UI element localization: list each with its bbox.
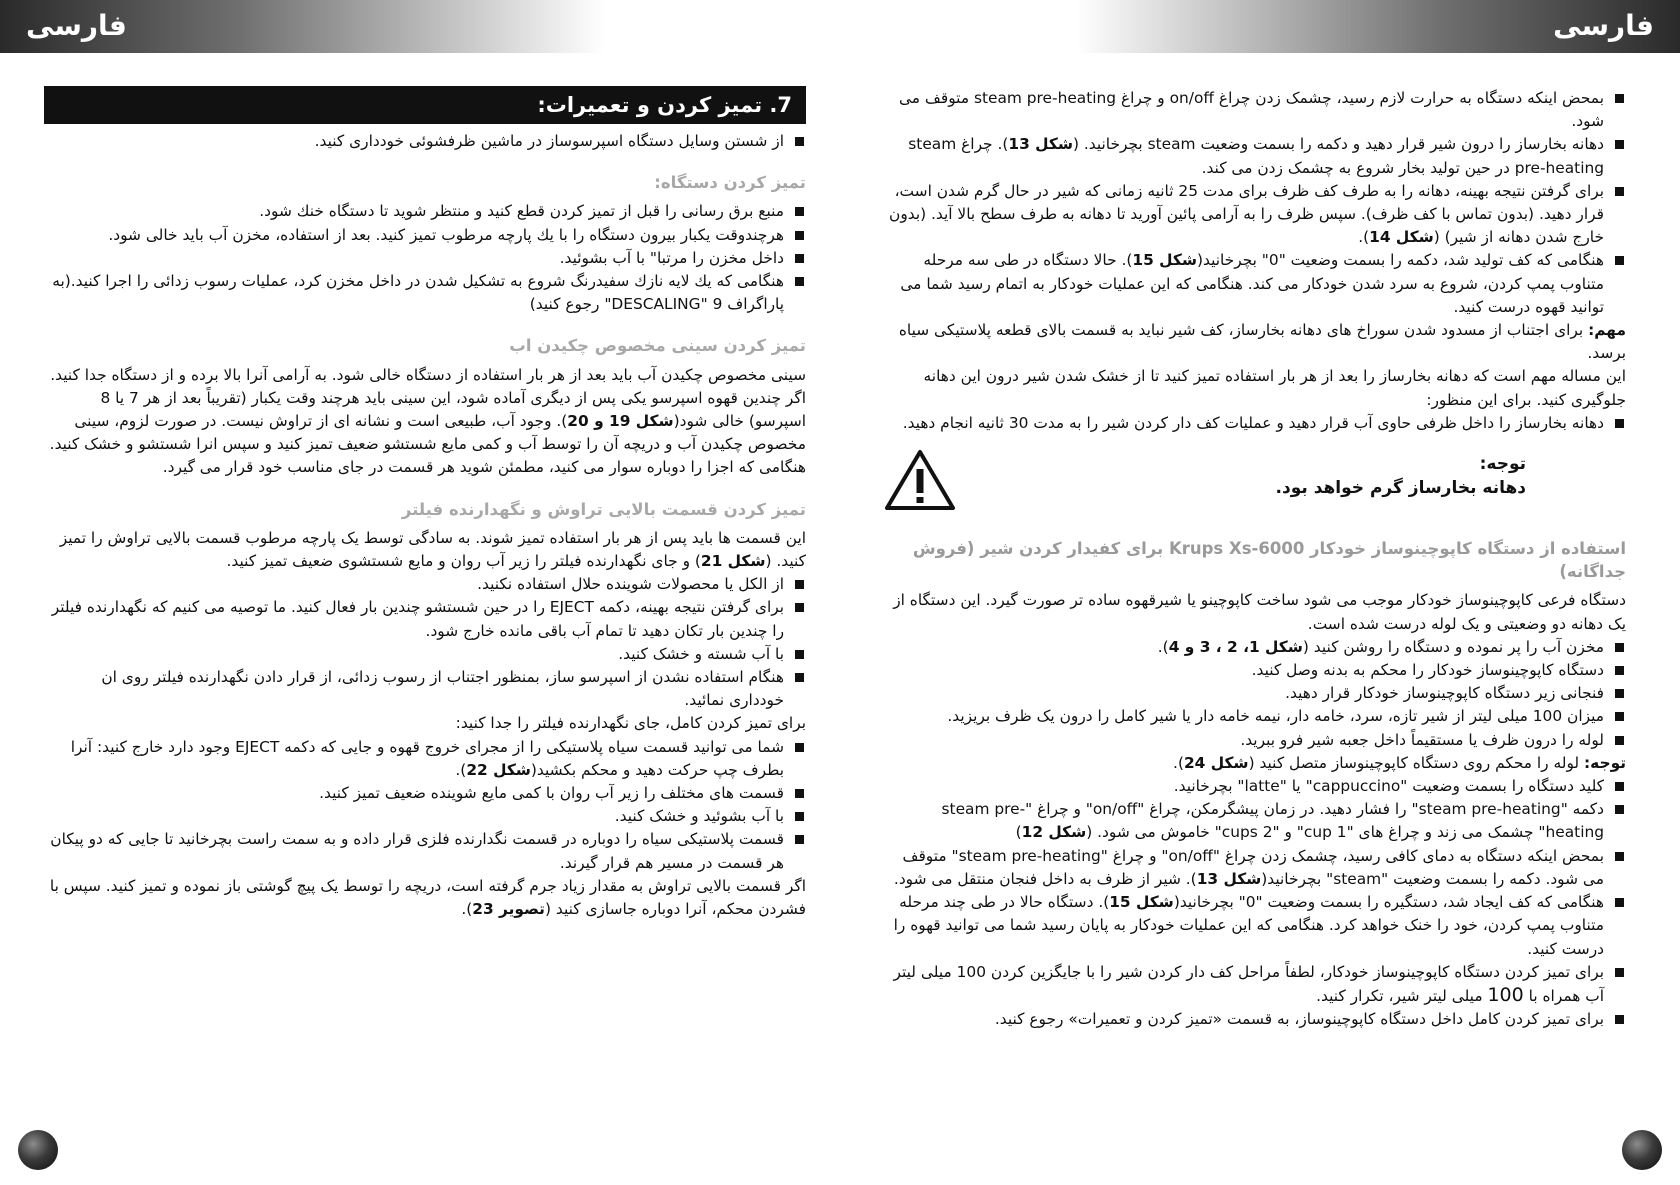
list-item: بمحض اینکه دستگاه به دمای کافی رسید، چشمک زدن چراغ "on/off" و چراغ "steam pre-heating" متوقف می شود. دکمه را بسمت وضعیت "steam" بچرخانید(شکل 13). شیر از ظرف به داخل فنجان منتقل می شود. (884, 845, 1626, 891)
list-item: مخزن آب را پر نموده و دستگاه را روشن کنید (شکل 1، 2 ، 3 و 4). (884, 636, 1626, 659)
figure-ref: شکل 19 و 20 (567, 412, 674, 431)
paragraph: این قسمت ها باید پس از هر بار استفاده تمیز شوند. به سادگی توسط یک پارچه مرطوب قسمت بالایی تراوش را تمیز کنید. (شکل 21) و جای نگهدارنده فیلتر را زیر آب روان و مایع شستشوی ضعیف تمیز کنید. (59, 528, 806, 571)
list-item: داخل مخزن را مرتبا" با آب بشوئید. (44, 247, 806, 270)
filter-list (44, 573, 806, 712)
page-marker-left (18, 1130, 58, 1170)
right-column (884, 87, 1626, 1031)
steam-list (884, 87, 1626, 319)
list-item: با آب بشوئید و خشک کنید. (44, 805, 806, 828)
paragraph: اگر قسمت بالایی تراوش به مقدار زیاد جرم گرفته است، دریچه را توسط یک پیچ گوشتی باز نموده و تمیز کنید. سپس با فشردن محکم، آنرا دوباره جاسازی کنید (تصویر 23). (49, 876, 806, 919)
list-item: برای تمیز کردن کامل داخل دستگاه کاپوچینوساز، به قسمت «تمیز کردن و تعمیرات» رجوع کنید. (884, 1008, 1626, 1031)
list-item: برای تمیز کردن دستگاه کاپوچینوساز خودکار، لطفاً مراحل کف دار کردن شیر را با جایگزین کردن 100 میلی لیتر آب همراه با 100 میلی لیتر شیر، تکرار کنید. (884, 961, 1626, 1008)
list-item: برای گرفتن نتیجه بهینه، دکمه EJECT را در حین شستشو چندین بار فعال کنید. ما توصیه می کنیم که نگهدارنده فیلتر را چندین بار تکان دهید تا تمام آب باقی مانده خارج شود. (44, 596, 806, 642)
paragraph: این مساله مهم است که دهانه بخارساز را بعد از هر بار استفاده تمیز کنید تا از خشک شدن شیر درون این دهانه جلوگیری کنید. برای این منظور: (923, 367, 1626, 409)
figure-ref: شکل 13 (1008, 135, 1073, 154)
figure-ref: شکل 15 (1132, 251, 1197, 270)
figure-ref: شکل 21 (700, 552, 766, 571)
list-item: فنجانی زیر دستگاه کاپوچینوساز خودکار قرار دهید. (884, 682, 1626, 705)
list-item: شما می توانید قسمت سیاه پلاستیکی را از مجرای خروج قهوه و جایی که دکمه EJECT وجود دارد خارج کنید: آنرا بطرف چپ حرکت دهید و محکم بکشید(شکل 22). (44, 736, 806, 782)
list-item: با آب شسته و خشک کنید. (44, 643, 806, 666)
figure-ref: شکل 12 (1021, 823, 1087, 842)
subheading-device-cleaning: تمیز کردن دستگاه: (654, 173, 806, 193)
figure-ref: شکل 22 (466, 760, 531, 779)
list-item: دهانه بخارساز را داخل ظرفی حاوی آب قرار دهید و عملیات کف دار کردن شیر را به مدت 30 ثانیه انجام دهید. (884, 412, 1626, 435)
subheading-cappuccino: استفاده از دستگاه کاپوچینوساز خودکار Krups Xs-6000 برای کفیدار کردن شیر (فروش جداگانه) (912, 539, 1626, 582)
warning-icon (884, 449, 956, 511)
figure-ref: تصویر 23 (472, 900, 545, 919)
paragraph: سینی مخصوص چکیدن آب باید بعد از هر بار استفاده از دستگاه خالی شود. به آرامی آنرا بالا برده و از دستگاه جدا کنید. (50, 365, 806, 384)
list-item: دهانه بخارساز را درون شیر قرار دهید و دکمه را بسمت وضعیت steam بچرخانید. (شکل 13). چراغ steam pre-heating در حین تولید بخار شروع به چشمک زدن می کند. (884, 133, 1626, 179)
important-note: مهم: برای اجتناب از مسدود شدن سوراخ های دهانه بخارساز، کف شیر نباید به قسمت بالای قطعه پلاستیکی سیاه برسد. (898, 321, 1626, 363)
page-marker-right (1622, 1130, 1662, 1170)
note: توجه: لوله را محکم روی دستگاه کاپوچینوساز متصل کنید (شکل 24). (1173, 753, 1626, 772)
big-number: 100 (1487, 983, 1524, 1006)
steam-list-2 (884, 412, 1626, 435)
paragraph: اگر چندین قهوه اسپرسو یکی پس از دیگری آماده شود، این سینی باید هرچند وقت یکبار (تقریباً بعد از هر 7 یا 8 اسپرسو) خالی شود(شکل 19 و 20). وجود آب، طبیعی است و نشانه ای از تراوش نیست. در صورت لزوم، سینی مخصوص چکیدن آب و دریچه آن را توسط آب و کمی مایع شستشو ضعیف تمیز کنید و سپس انرا شستشو و خشک کنید. هنگامی که اجزا را دوباره سوار می کنید، مطمئن شوید هر قسمت در جای مناسب خود قرار می گیرد. (49, 388, 806, 477)
figure-ref: شکل 15 (1109, 893, 1174, 912)
figure-ref: شکل 24 (1183, 753, 1249, 772)
list-item: هنگامی که یك لایه نازك سفیدرنگ شروع به تشکیل شدن در داخل مخزن کرد، عملیات رسوب زدائی را اجرا کنید.(به پاراگراف 9 "DESCALING" رجوع کنید) (44, 270, 806, 316)
list-item: از شستن وسایل دستگاه اسپرسوساز در ماشین ظرفشوئی خودداری کنید. (44, 130, 806, 153)
list-item: هرچندوقت یکبار بیرون دستگاه را با یك پارچه مرطوب تمیز کنید. بعد از استفاده، مخزن آب باید خالی شود. (44, 224, 806, 247)
list-item: میزان 100 میلی لیتر از شیر تازه، سرد، خامه دار، نیمه خامه دار یا شیر کامل را درون یک ظرف بریزید. (884, 705, 1626, 728)
intro-list (44, 130, 806, 153)
list-item: هنگام استفاده نشدن از اسپرسو ساز، بمنظور اجتناب از رسوب زدائی، از قرار دادن نگهدارنده فیلتر روی ان خودداری نمائید. (44, 666, 806, 712)
paragraph: برای تمیز کردن کامل، جای نگهدارنده فیلتر را جدا کنید: (455, 714, 806, 733)
device-cleaning-list (44, 200, 806, 316)
list-item: منبع برق رسانی را قبل از تمیز کردن قطع کنید و منتظر شوید تا دستگاه خنك شود. (44, 200, 806, 223)
list-item: دستگاه کاپوچینوساز خودکار را محکم به بدنه وصل کنید. (884, 659, 1626, 682)
section-title: 7. تمیز کردن و تعمیرات: (44, 86, 806, 124)
list-item: بمحض اینکه دستگاه به حرارت لازم رسید، چشمک زدن چراغ on/off و چراغ steam pre-heating متوقف می شود. (884, 87, 1626, 133)
list-item: کلید دستگاه را بسمت وضعیت "cappuccino" یا "latte" بچرخانید. (884, 775, 1626, 798)
cappuccino-list-2 (884, 775, 1626, 1031)
figure-ref: شکل 13 (1196, 869, 1262, 888)
left-column (44, 86, 806, 921)
warning-title: توجه: (1479, 454, 1526, 475)
language-label-right: فارسی (1553, 9, 1654, 42)
figure-ref: شکل 1، 2 ، 3 و 4 (1168, 637, 1303, 656)
list-item: هنگامی که کف ایجاد شد، دستگیره را بسمت وضعیت "0" بچرخانید(شکل 15). دستگاه حالا در طی چند مرحله متناوب پمپ کردن، خود را خنک خواهد کرد. هنگامی که این عملیات خودکار به پایان رسید شما می توانید قهوه را درست کنید. (884, 891, 1626, 961)
list-item: لوله را درون ظرف یا مستقیماً داخل جعبه شیر فرو ببرید. (884, 729, 1626, 752)
page-header (0, 0, 1680, 53)
subheading-filter-holder: تمیز کردن قسمت بالایی تراوش و نگهدارنده فیلتر (401, 499, 806, 519)
list-item: دکمه "steam pre-heating" را فشار دهید. در زمان پیشگرمکن، چراغ "on/off" و چراغ "steam pre-heating" چشمک می زند و چراغ های "1 cup" و "2 cups" خاموش می شود. (شکل 12) (884, 798, 1626, 844)
filter-list-2 (44, 736, 806, 875)
language-label-left: فارسی (26, 9, 127, 42)
subheading-drip-tray: تمیز کردن سینی مخصوص چکیدن اب (509, 336, 806, 356)
warning-block (884, 449, 1626, 523)
list-item: قسمت پلاستیکی سیاه را دوباره در قسمت نگدارنده فلزی قرار داده و به سمت راست بچرخانید تا جایی که دو پیکان هر قسمت در مسیر هم قرار گیرند. (44, 828, 806, 874)
list-item: قسمت های مختلف را زیر آب روان با کمی مایع شوینده ضعیف تمیز کنید. (44, 782, 806, 805)
figure-ref: شکل 14 (1369, 228, 1434, 247)
cappuccino-list (884, 636, 1626, 752)
warning-text: دهانه بخارساز گرم خواهد بود. (1275, 478, 1526, 499)
list-item: هنگامی که کف تولید شد، دکمه را بسمت وضعیت "0" بچرخانید(شکل 15). حالا دستگاه در طی سه مرحله متناوب پمپ کردن، شروع به سرد شدن خودکار می کند. هنگامی که این عملیات خودکار به اتمام رسید شما می توانید قهوه درست کنید. (884, 249, 1626, 319)
list-item: برای گرفتن نتیجه بهینه، دهانه را به طرف کف ظرف برای مدت 25 ثانیه زمانی که شیر در حال گرم شدن است، قرار دهید. (بدون تماس با کف ظرف). سپس ظرف را به آرامی پائین آورید تا دهانه به طرف سطح بالا آید. (بدون خارج شدن دهانه از شیر) (شکل 14). (884, 180, 1626, 250)
paragraph: دستگاه فرعی کاپوچینوساز خودکار موجب می شود ساخت کاپوچینو یا شیرقهوه ساده تر صورت گیرد. این دستگاه از یک دهانه دو وضعیتی و یک لوله درست شده است. (893, 591, 1626, 633)
list-item: از الکل یا محصولات شوینده حلال استفاده نکنید. (44, 573, 806, 596)
